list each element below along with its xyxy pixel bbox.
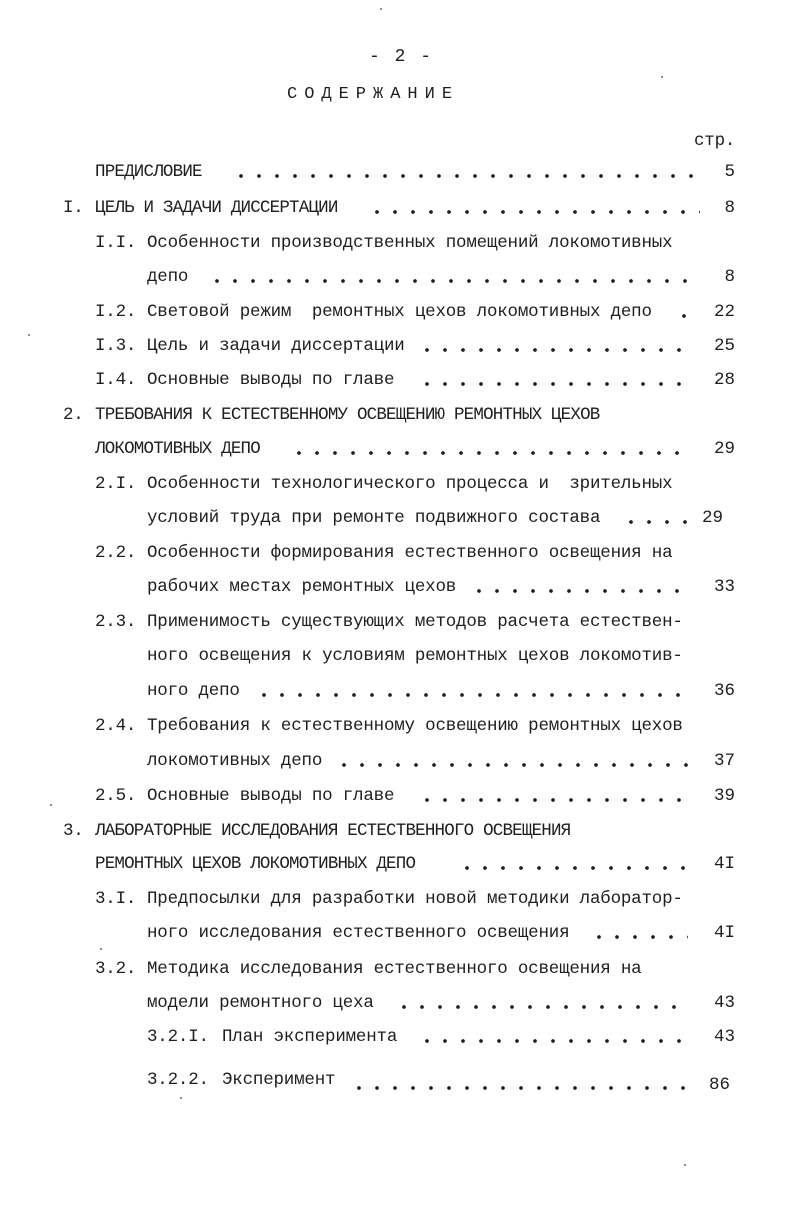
toc-entry-number: 3. xyxy=(63,821,84,841)
toc-page-number: 8 xyxy=(724,198,735,218)
toc-entry-number: I.3. xyxy=(95,336,137,356)
leader-dots xyxy=(208,266,700,288)
toc-entry-number: 2.5. xyxy=(95,786,137,806)
toc-entry-text: Световой режим ремонтных цехов локомотивных депо xyxy=(147,302,652,322)
scan-speck xyxy=(28,334,30,336)
leader-dots xyxy=(418,369,688,391)
toc-entry-number: 3.2. xyxy=(95,959,137,979)
leader-dots xyxy=(290,438,690,460)
leader-dots xyxy=(232,161,700,183)
toc-entry-number: 2.3. xyxy=(95,612,137,632)
leader-dots xyxy=(350,1073,688,1095)
toc-entry-number: 3.2.I. xyxy=(147,1027,209,1047)
leader-dots xyxy=(418,335,688,357)
leader-dots xyxy=(255,680,688,702)
toc-entry-text-cont: ного депо xyxy=(147,681,240,701)
toc-entry-text: Особенности производственных помещений локомотивных xyxy=(147,233,673,253)
toc-entry-text-cont: РЕМОНТНЫХ ЦЕХОВ ЛОКОМОТИВНЫХ ДЕПО xyxy=(95,854,416,874)
toc-page-number: 29 xyxy=(713,439,735,459)
leader-dots xyxy=(458,853,688,875)
leader-dots xyxy=(470,576,688,598)
toc-page-number: 39 xyxy=(713,786,735,806)
toc-entry-text-cont: локомотивных депо xyxy=(147,751,323,771)
toc-page-number: 33 xyxy=(713,577,735,597)
toc-entry-text: Требования к естественному освещению ремонтных цехов xyxy=(147,716,683,736)
toc-entry-text: Методика исследования естественного освещения на xyxy=(147,959,642,979)
toc-entry-text: Цель и задачи диссертации xyxy=(147,336,405,356)
toc-entry-text: Особенности формирования естественного освещения на xyxy=(147,543,673,563)
leader-dots xyxy=(368,197,700,219)
toc-page-number: 36 xyxy=(713,681,735,701)
leader-dots xyxy=(590,922,688,944)
toc-entry-text: ЛАБОРАТОРНЫЕ ИССЛЕДОВАНИЯ ЕСТЕСТВЕННОГО ОСВЕЩЕНИЯ xyxy=(95,821,571,841)
toc-page-number: 4I xyxy=(713,854,735,874)
toc-entry-text: План эксперимента xyxy=(222,1027,398,1047)
toc-page-number: 37 xyxy=(713,751,735,771)
toc-entry-text: Основные выводы по главе xyxy=(147,786,395,806)
leader-dots xyxy=(418,785,688,807)
toc-entry-text-cont: модели ремонтного цеха xyxy=(147,993,374,1013)
toc-entry-text: Эксперимент xyxy=(222,1070,336,1090)
toc-page-number: 22 xyxy=(713,302,735,322)
toc-entry-number: I.I. xyxy=(95,233,137,253)
toc-page-number: 28 xyxy=(713,370,735,390)
toc-entry-number: I.4. xyxy=(95,370,137,390)
toc-entry-text-cont: ЛОКОМОТИВНЫХ ДЕПО xyxy=(95,439,260,459)
toc-entry-number: 2. xyxy=(63,405,84,425)
toc-entry-text-cont: рабочих местах ремонтных цехов xyxy=(147,577,457,597)
toc-entry-text-cont: ного исследования естественного освещения xyxy=(147,923,570,943)
toc-entry-text: ПРЕДИСЛОВИЕ xyxy=(95,162,202,182)
toc-entry-number: 3.I. xyxy=(95,889,137,909)
toc-entry-text-cont: условий труда при ремонте подвижного состава xyxy=(147,508,601,528)
scan-speck xyxy=(100,948,102,950)
toc-entry-text: ТРЕБОВАНИЯ К ЕСТЕСТВЕННОМУ ОСВЕЩЕНИЮ РЕМОНТНЫХ ЦЕХОВ xyxy=(95,405,600,425)
toc-entry-number: 3.2.2. xyxy=(147,1070,209,1090)
toc-entry-text-cont: депо xyxy=(147,267,189,287)
toc-entry-text-cont: ного освещения к условиям ремонтных цехов локомотив- xyxy=(147,646,683,666)
leader-dots xyxy=(418,1026,688,1048)
leader-dots xyxy=(395,992,688,1014)
toc-entry-number: I.2. xyxy=(95,302,137,322)
toc-entry-text: Основные выводы по главе xyxy=(147,370,395,390)
toc-entry-text: Предпосылки для разработки новой методики лаборатор- xyxy=(147,889,683,909)
toc-entry-number: I. xyxy=(63,198,84,218)
toc-page-number: 8 xyxy=(724,267,735,287)
scan-speck xyxy=(380,8,382,10)
toc-entry-text: Применимость существующих методов расчета естествен- xyxy=(147,612,683,632)
scan-speck xyxy=(661,76,663,78)
leader-dots xyxy=(335,750,688,772)
toc-entry-number: 2.4. xyxy=(95,716,137,736)
toc-page-number: 86 xyxy=(708,1075,730,1095)
toc-entry-number: 2.2. xyxy=(95,543,137,563)
page-column-label: стр. xyxy=(694,131,736,151)
toc-entry-text: Особенности технологического процесса и зрительных xyxy=(147,474,673,494)
toc-page-number: 43 xyxy=(713,993,735,1013)
page-number: - 2 - xyxy=(369,47,434,67)
scan-speck xyxy=(684,1164,686,1166)
scan-speck xyxy=(50,804,52,806)
scan-speck xyxy=(180,1097,182,1099)
toc-page-number: 43 xyxy=(713,1027,735,1047)
toc-page-number: 5 xyxy=(724,162,735,182)
toc-page-number: 29 xyxy=(701,508,723,528)
toc-entry-number: 2.I. xyxy=(95,474,137,494)
toc-page-number: 4I xyxy=(713,923,735,943)
toc-entry-text: ЦЕЛЬ И ЗАДАЧИ ДИССЕРТАЦИИ xyxy=(95,198,338,218)
toc-page-number: 25 xyxy=(713,336,735,356)
page-title: СОДЕРЖАНИЕ xyxy=(287,85,460,104)
